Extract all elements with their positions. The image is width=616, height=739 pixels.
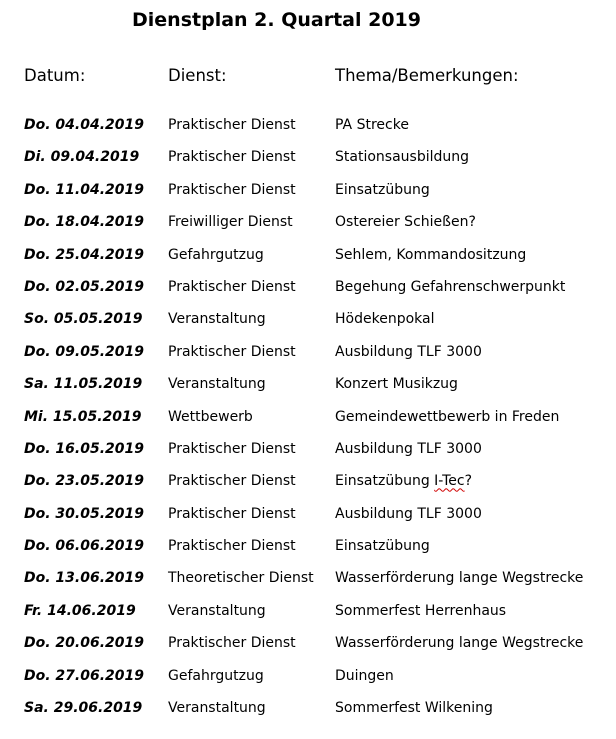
row-topic: Ausbildung TLF 3000 <box>335 343 482 360</box>
table-row <box>0 272 616 304</box>
row-service: Praktischer Dienst <box>168 473 296 490</box>
row-topic: Stationsausbildung <box>335 149 469 166</box>
row-topic <box>335 473 472 489</box>
row-service: Praktischer Dienst <box>168 278 296 295</box>
row-topic: Gemeindewettbewerb in Freden <box>335 408 560 425</box>
row-service: Praktischer Dienst <box>168 538 296 555</box>
row-date: Do. 30.05.2019 <box>24 505 144 522</box>
row-topic-spellcheck-word: I-Tec <box>434 473 465 490</box>
row-service: Gefahrgutzug <box>168 667 264 684</box>
row-date: Do. 11.04.2019 <box>24 181 144 198</box>
row-topic: Wasserförderung lange Wegstrecke <box>335 570 584 587</box>
row-service: Veranstaltung <box>168 311 266 328</box>
row-date: Sa. 11.05.2019 <box>24 376 143 393</box>
row-topic: Wasserförderung lange Wegstrecke <box>335 635 584 652</box>
row-date: Do. 06.06.2019 <box>24 538 144 555</box>
row-date: Do. 04.04.2019 <box>24 117 144 133</box>
row-date: Do. 02.05.2019 <box>24 278 144 295</box>
row-topic: Duingen <box>335 667 394 684</box>
row-topic: Einsatzübung <box>335 181 430 198</box>
row-service: Praktischer Dienst <box>168 181 296 198</box>
row-date: Do. 18.04.2019 <box>24 214 144 231</box>
row-service: Praktischer Dienst <box>168 149 296 166</box>
row-topic: PA Strecke <box>335 117 409 133</box>
table-row <box>0 207 616 239</box>
row-service: Theoretischer Dienst <box>168 570 314 587</box>
row-date: Do. 27.06.2019 <box>24 667 144 684</box>
table-row <box>0 240 616 272</box>
header-topic: Thema/Bemerkungen: <box>335 66 519 85</box>
row-topic: Ostereier Schießen? <box>335 214 476 231</box>
table-row <box>0 304 616 336</box>
row-date: Do. 13.06.2019 <box>24 570 144 587</box>
table-row <box>0 402 616 434</box>
table-row <box>0 110 616 142</box>
row-service: Veranstaltung <box>168 602 266 619</box>
table-row <box>0 499 616 531</box>
table-row <box>0 693 616 725</box>
row-date: Di. 09.04.2019 <box>24 149 140 166</box>
table-row <box>0 466 616 498</box>
row-topic: Sehlem, Kommandositzung <box>335 246 527 263</box>
row-topic: Sommerfest Herrenhaus <box>335 602 507 619</box>
row-topic: Sommerfest Wilkening <box>335 700 493 717</box>
row-service: Wettbewerb <box>168 408 253 425</box>
row-topic: Einsatzübung <box>335 538 430 555</box>
table-row <box>0 337 616 369</box>
row-date: Do. 20.06.2019 <box>24 635 144 652</box>
row-date: Do. 23.05.2019 <box>24 473 144 490</box>
row-date: Do. 09.05.2019 <box>24 343 144 360</box>
row-topic: Hödekenpokal <box>335 311 435 328</box>
table-row <box>0 142 616 174</box>
table-header <box>0 66 616 90</box>
row-service: Praktischer Dienst <box>168 505 296 522</box>
row-service: Freiwilliger Dienst <box>168 214 293 231</box>
row-topic: Ausbildung TLF 3000 <box>335 440 482 457</box>
row-service: Gefahrgutzug <box>168 246 264 263</box>
table-row <box>0 661 616 693</box>
table-row <box>0 563 616 595</box>
row-date: Do. 16.05.2019 <box>24 440 144 457</box>
table-row <box>0 369 616 401</box>
header-date: Datum: <box>24 66 86 85</box>
row-topic: Konzert Musikzug <box>335 376 458 393</box>
row-date: So. 05.05.2019 <box>24 311 143 328</box>
schedule-table <box>0 110 616 725</box>
header-service: Dienst: <box>168 66 227 85</box>
row-topic-suffix: ? <box>464 473 472 490</box>
row-date: Sa. 29.06.2019 <box>24 700 143 717</box>
row-topic: Begehung Gefahrenschwerpunkt <box>335 278 566 295</box>
row-service: Veranstaltung <box>168 376 266 393</box>
table-row <box>0 531 616 563</box>
row-date: Do. 25.04.2019 <box>24 246 144 263</box>
table-row <box>0 175 616 207</box>
page-title: Dienstplan 2. Quartal 2019 <box>132 9 421 31</box>
row-service: Praktischer Dienst <box>168 635 296 652</box>
table-row <box>0 628 616 660</box>
table-row <box>0 434 616 466</box>
row-service: Praktischer Dienst <box>168 117 296 133</box>
row-date: Mi. 15.05.2019 <box>24 408 142 425</box>
row-topic: Ausbildung TLF 3000 <box>335 505 482 522</box>
table-row <box>0 596 616 628</box>
row-service: Veranstaltung <box>168 700 266 717</box>
row-topic-prefix: Einsatzübung <box>335 473 435 490</box>
row-date: Fr. 14.06.2019 <box>24 602 136 619</box>
row-service: Praktischer Dienst <box>168 343 296 360</box>
row-service: Praktischer Dienst <box>168 440 296 457</box>
